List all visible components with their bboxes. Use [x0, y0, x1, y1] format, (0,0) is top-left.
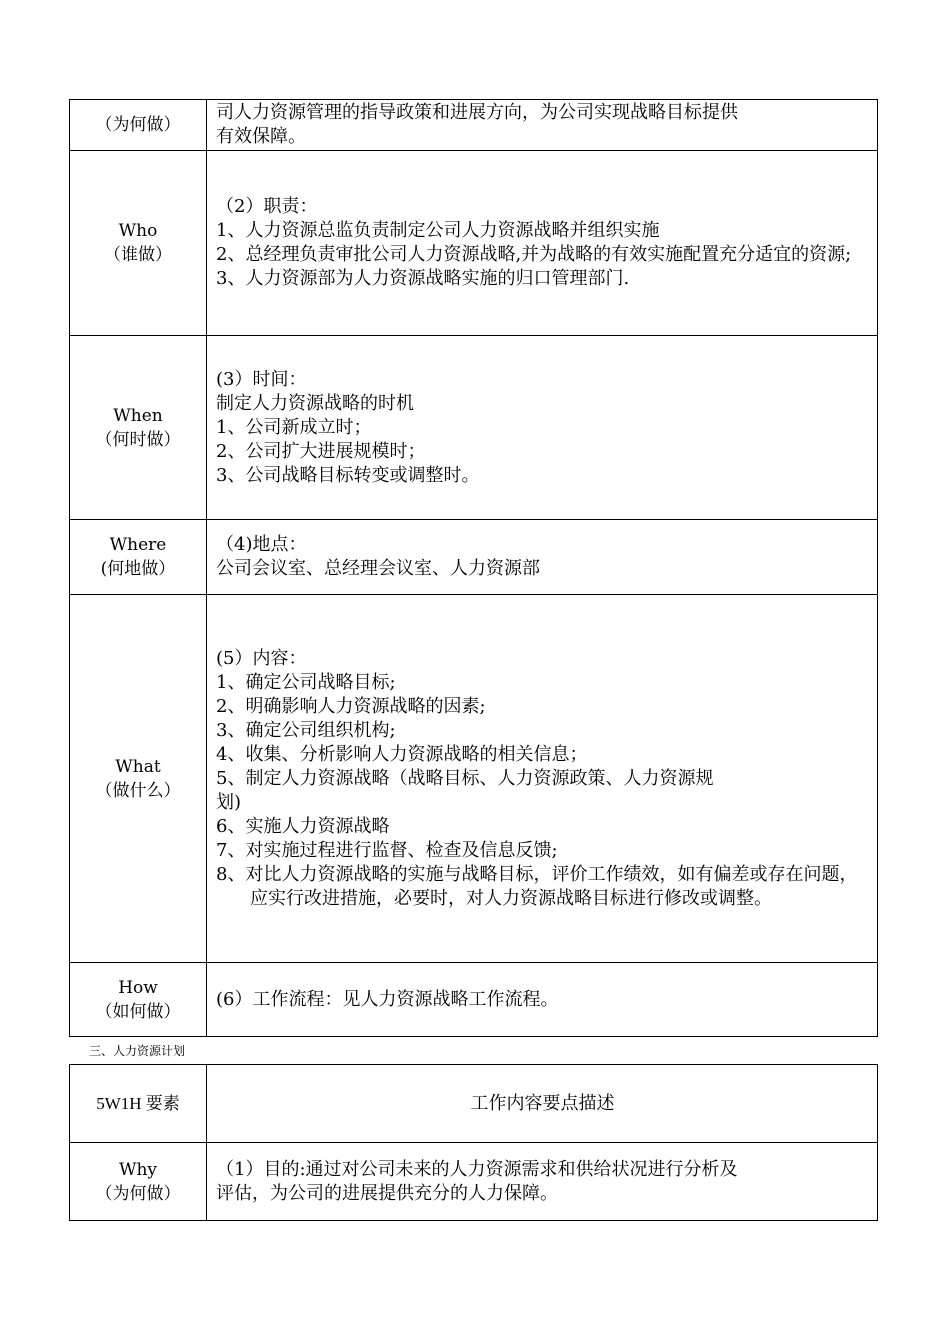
row-value-cell [207, 595, 878, 963]
row-value-cell [207, 100, 878, 151]
table-row [70, 520, 878, 595]
table-row [70, 963, 878, 1037]
row-value-line: (5）内容： [216, 647, 307, 669]
row-value-cell [207, 151, 878, 336]
row-value-line: （1）目的:通过对公司未来的人力资源需求和供给状况进行分析及 [216, 1158, 738, 1180]
row-key-cell [70, 100, 207, 151]
row-value-line: 2、公司扩大进展规模时； [216, 440, 426, 462]
row-value-line: 划) [216, 791, 242, 813]
strategy-5w1h-table [69, 99, 878, 1037]
row-key-cell [70, 151, 207, 336]
row-value-line: 5、制定人力资源战略（战略目标、人力资源政策、人力资源规 [216, 767, 714, 789]
row-value-line: 3、公司战略目标转变或调整时。 [216, 464, 480, 486]
row-key-line: （为何做） [95, 1183, 181, 1204]
row-value-line: （4)地点： [216, 534, 307, 555]
row-key-line: （如何做） [95, 1001, 181, 1022]
row-value-line: 评估，为公司的进展提供充分的人力保障。 [216, 1182, 558, 1204]
table-row [70, 100, 878, 151]
row-key-line: Who [118, 221, 158, 241]
row-value-line: 1、确定公司战略目标; [216, 671, 396, 693]
row-value-cell [207, 1143, 878, 1221]
row-key-line: （做什么） [95, 780, 181, 801]
row-value-cell [207, 520, 878, 595]
row-value-line: (6）工作流程：见人力资源战略工作流程。 [216, 988, 559, 1010]
row-key-cell [70, 1143, 207, 1221]
row-key-cell [70, 520, 207, 595]
row-value-line: （2）职责： [216, 196, 318, 217]
row-value-line: 6、实施人力资源战略 [216, 815, 390, 837]
row-key-cell [70, 963, 207, 1037]
row-value-line: 司人力资源管理的指导政策和进展方向，为公司实现战略目标提供 [216, 102, 738, 123]
row-value-line: 3、确定公司组织机构; [216, 719, 396, 741]
row-value-cell [207, 963, 878, 1037]
row-key-line: Where [109, 535, 167, 555]
row-value-line: 1、人力资源总监负责制定公司人力资源战略并组织实施 [216, 220, 660, 241]
row-value-line: 2、总经理负责审批公司人力资源战略,并为战略的有效实施配置充分适宜的资源; [216, 244, 852, 265]
row-key-line: (何地做） [100, 559, 176, 579]
row-value-line: (3）时间： [216, 368, 307, 390]
row-key-line: （为何做） [95, 115, 181, 135]
row-value-line: 1、公司新成立时； [216, 416, 372, 438]
row-key-line: Why [118, 1159, 158, 1180]
row-value-line: 3、人力资源部为人力资源战略实施的归口管理部门. [216, 268, 630, 289]
row-value-line: 8、对比人力资源战略的实施与战略目标，评价工作绩效，如有偏差或存在问题，应实行改进措施，必要时，对人力资源战略目标进行修改或调整。 [216, 863, 858, 909]
plan-5w1h-table [69, 1064, 878, 1221]
header-value-cell: 工作内容要点描述 [207, 1065, 878, 1143]
row-value-line: 2、明确影响人力资源战略的因素; [216, 695, 486, 717]
table-header-row [70, 1065, 878, 1143]
row-value-line: 公司会议室、总经理会议室、人力资源部 [216, 558, 540, 579]
row-value-line: 有效保障。 [216, 126, 306, 147]
header-key-cell: 5W1H 要素 [70, 1065, 207, 1143]
row-key-line: When [113, 405, 163, 426]
row-value-line: 制定人力资源战略的时机 [216, 392, 414, 414]
row-key-line: How [118, 977, 158, 998]
table-row [70, 1143, 878, 1221]
table-row [70, 595, 878, 963]
row-value-cell [207, 336, 878, 520]
table-row [70, 151, 878, 336]
row-value-line: 4、收集、分析影响人力资源战略的相关信息； [216, 743, 588, 765]
row-key-line: What [115, 756, 161, 777]
table-row [70, 336, 878, 520]
row-key-cell [70, 336, 207, 520]
section-title: 三、人力资源计划 [89, 1044, 186, 1058]
row-value-line: 7、对实施过程进行监督、检查及信息反馈; [216, 839, 558, 861]
row-key-line: （何时做） [95, 429, 181, 450]
row-key-cell [70, 595, 207, 963]
row-key-line: （谁做） [104, 245, 172, 265]
